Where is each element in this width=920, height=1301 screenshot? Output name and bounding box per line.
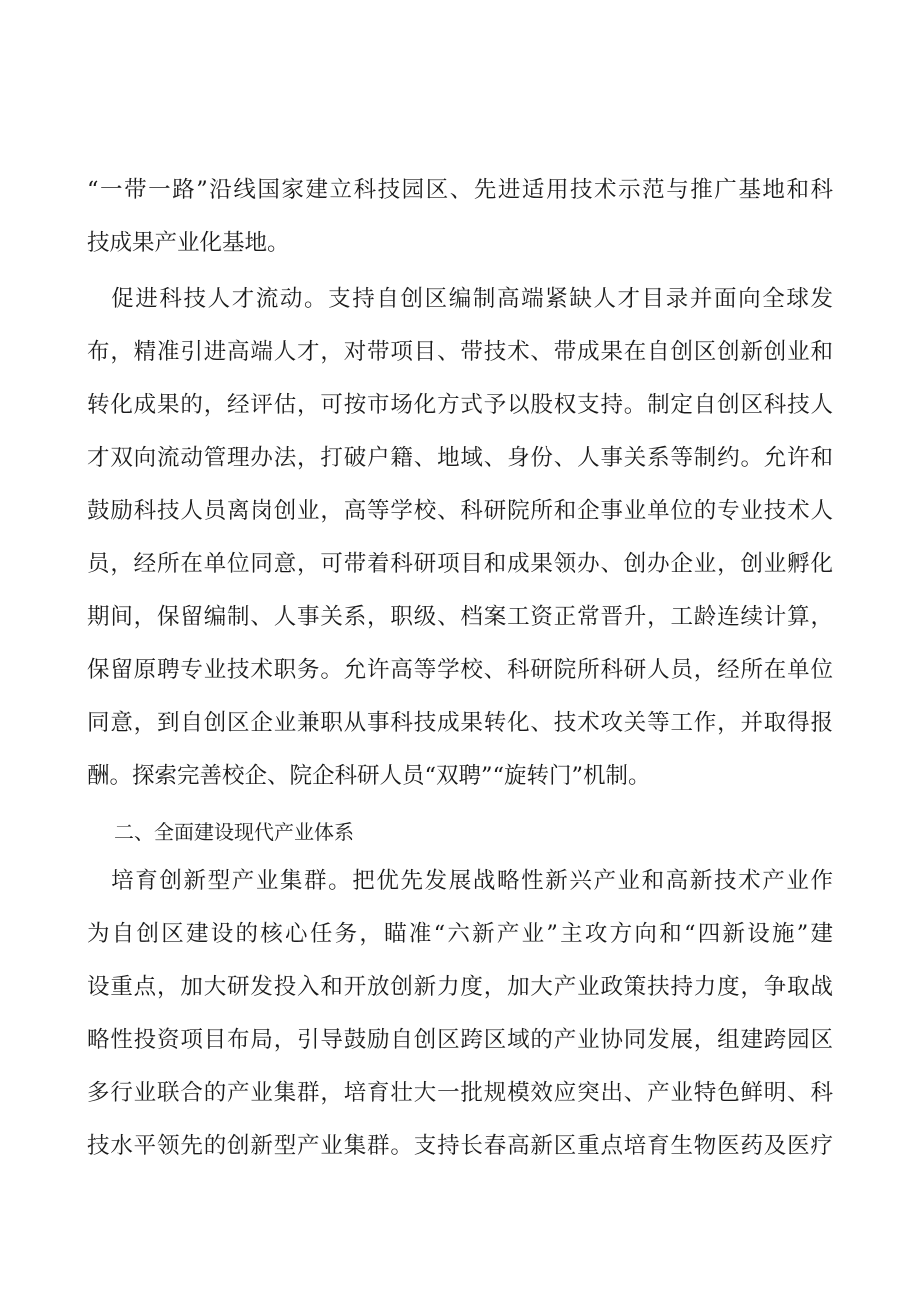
paragraph-3-line-4: 略性投资项目布局，引导鼓励自创区跨区域的产业协同发展，组建跨园区 (87, 1027, 833, 1053)
paragraph-2-line-7: 期间，保留编制、人事关系，职级、档案工资正常晋升，工龄连续计算， (87, 604, 833, 630)
paragraph-1-line-1: “一带一路”沿线国家建立科技园区、先进适用技术示范与推广基地和科 (87, 177, 833, 203)
paragraph-2-line-5: 鼓励科技人员离岗创业，高等学校、科研院所和企事业单位的专业技术人 (87, 498, 833, 524)
paragraph-2-line-10: 酬。探索完善校企、院企科研人员“双聘”“旋转门”机制。 (87, 763, 651, 789)
paragraph-2-line-8: 保留原聘专业技术职务。允许高等学校、科研院所科研人员，经所在单位 (87, 657, 833, 683)
paragraph-3-line-1: 培育创新型产业集群。把优先发展战略性新兴产业和高新技术产业作 (87, 868, 833, 894)
paragraph-3-line-3: 设重点，加大研发投入和开放创新力度，加大产业政策扶持力度，争取战 (87, 974, 833, 1000)
paragraph-2-line-6: 员，经所在单位同意，可带着科研项目和成果领办、创办企业，创业孵化 (87, 551, 833, 577)
paragraph-2-line-4: 才双向流动管理办法，打破户籍、地域、身份、人事关系等制约。允许和 (87, 445, 833, 471)
paragraph-2-line-1: 促进科技人才流动。支持自创区编制高端紧缺人才目录并面向全球发 (87, 286, 833, 312)
paragraph-2-line-2: 布，精准引进高端人才，对带项目、带技术、带成果在自创区创新创业和 (87, 339, 833, 365)
paragraph-2-line-3: 转化成果的，经评估，可按市场化方式予以股权支持。制定自创区科技人 (87, 392, 833, 418)
paragraph-2-line-9: 同意，到自创区企业兼职从事科技成果转化、技术攻关等工作，并取得报 (87, 710, 833, 736)
paragraph-1-line-2: 技成果产业化基地。 (87, 230, 290, 256)
paragraph-3-line-5: 多行业联合的产业集群，培育壮大一批规模效应突出、产业特色鲜明、科 (87, 1080, 833, 1106)
section-heading: 二、全面建设现代产业体系 (114, 820, 354, 844)
paragraph-3-line-2: 为自创区建设的核心任务，瞄准“六新产业”主攻方向和“四新设施”建 (87, 921, 833, 947)
paragraph-3-line-6: 技水平领先的创新型产业集群。支持长春高新区重点培育生物医药及医疗 (87, 1133, 833, 1159)
